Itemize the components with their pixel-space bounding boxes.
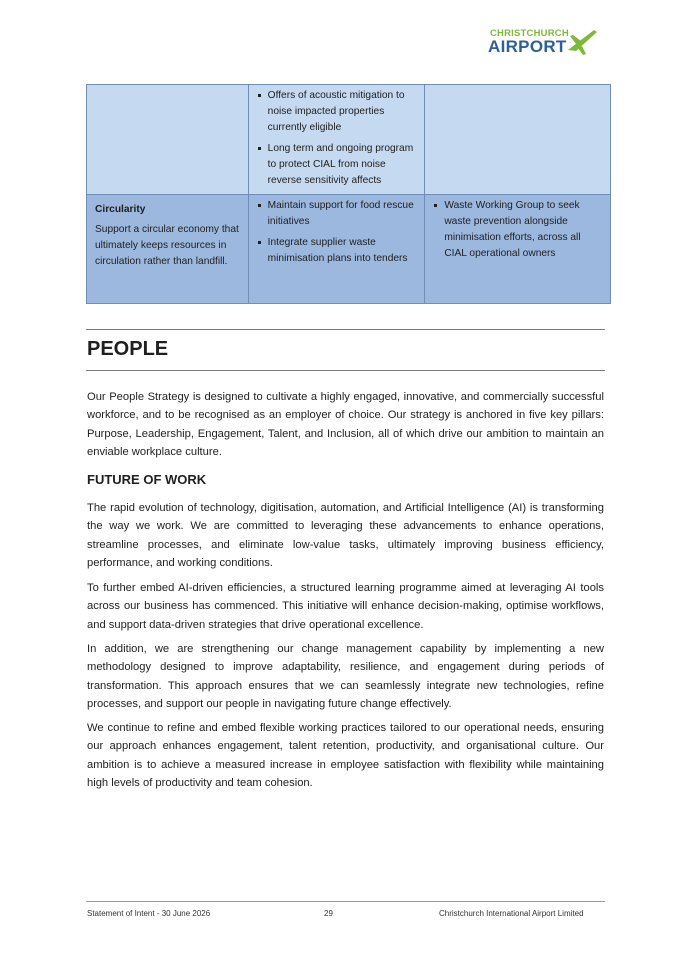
list-item: Waste Working Group to seek waste prevention alongside minimisation efforts, across all CIAL operational owners — [433, 198, 604, 262]
table-cell — [248, 195, 425, 304]
airplane-icon — [564, 24, 600, 60]
footer-divider — [86, 901, 605, 902]
table-cell — [425, 85, 611, 195]
footer-page-number: 29 — [324, 909, 333, 918]
table-cell — [87, 195, 249, 304]
table-cell — [87, 85, 249, 195]
sustainability-goals-table — [86, 84, 611, 304]
row-description: Support a circular economy that ultimately keeps resources in circulation rather than landfill. — [95, 224, 239, 267]
footer-document-title: Statement of Intent - 30 June 2026 — [87, 909, 211, 918]
footer-organisation: Christchurch International Airport Limited — [439, 909, 584, 918]
list-item: Integrate supplier waste minimisation plans into tenders — [257, 235, 419, 267]
list-item: Maintain support for food rescue initiatives — [257, 198, 419, 230]
paragraph: To further embed AI-driven efficiencies, a structured learning programme aimed at leveraging AI tools across our business has commenced. This initiative will enhance decision-making, optimise workflows, and support data-driven strategies that drive operational excellence. — [87, 582, 604, 631]
list-item: Offers of acoustic mitigation to noise impacted properties currently eligible — [257, 88, 419, 136]
logo-line1: CHRISTCHURCH — [490, 28, 569, 39]
list-item: Long term and ongoing program to protect CIAL from noise reverse sensitivity affects — [257, 141, 419, 189]
logo-line2: AIRPORT — [488, 37, 567, 56]
table-cell — [248, 85, 425, 195]
paragraph: In addition, we are strengthening our change management capability by implementing a new methodology designed to improve adaptability, resilience, and engagement during periods of transformation. This approach ensures that we can seamlessly integrate new technologies, refine processes, and support our people in navigating future change effectively. — [87, 643, 604, 710]
table-row — [87, 85, 611, 195]
paragraph: The rapid evolution of technology, digitisation, automation, and Artificial Intelligence (AI) is transforming the way we work. We are committed to leveraging these advancements to enhance operations, streamline processes, and eliminate low-value tasks, ultimately improving business efficiency, performance, and working conditions. — [87, 502, 604, 569]
section-intro: Our People Strategy is designed to cultivate a highly engaged, innovative, and commercially successful workforce, and to be recognised as an employer of choice. Our strategy is anchored in five key pillars: Purpose, Leadership, Engagement, Talent, and Inclusion, all of which drive our ambition to maintain an enviable workplace culture. — [87, 391, 604, 458]
section-divider-top — [86, 329, 605, 330]
paragraph: We continue to refine and embed flexible working practices tailored to our operational needs, ensuring our approach enhances engagement, talent retention, productivity, and organisational culture. Our ambition is to achieve a measured increase in employee satisfaction with flexibility while maintaining high levels of productivity and team cohesion. — [87, 722, 604, 789]
section-divider-bottom — [86, 370, 605, 371]
christchurch-airport-logo — [484, 24, 600, 62]
row-title: Circularity — [95, 204, 146, 215]
section-title: PEOPLE — [87, 338, 169, 360]
table-cell — [425, 195, 611, 304]
table-row — [87, 195, 611, 304]
subsection-title: FUTURE OF WORK — [87, 472, 207, 487]
